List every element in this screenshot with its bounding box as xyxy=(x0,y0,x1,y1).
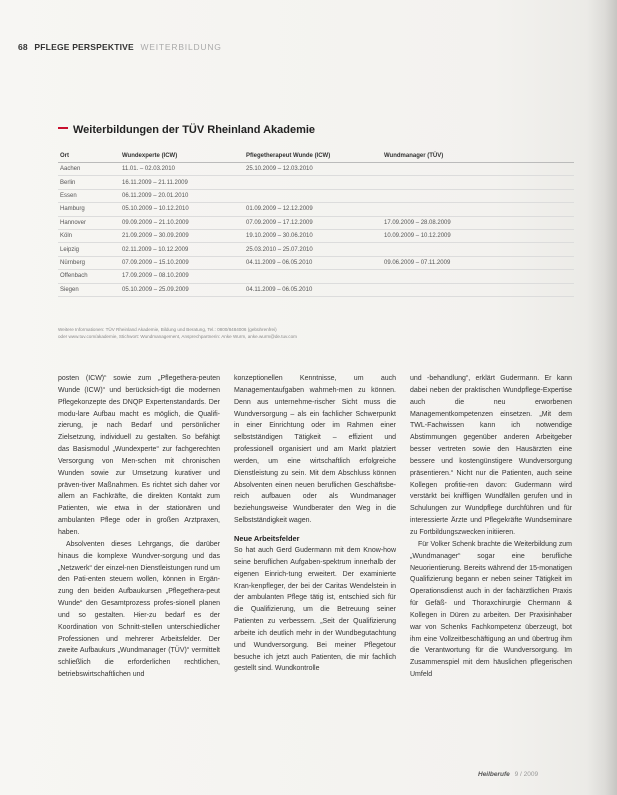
table-cell xyxy=(382,163,574,176)
table-cell: 25.10.2009 – 12.03.2010 xyxy=(244,163,382,176)
table-row xyxy=(58,229,574,242)
section-name: WEITERBILDUNG xyxy=(140,42,222,52)
paragraph: konzeptionellen Kenntnisse, um auch Managementaufgaben wahrneh-men zu können. Denn aus unternehme-rischer Sicht muss die Wundversorgung – als ein fachlicher Schwerpunkt in einer Einrichtung oder im Rahmen einer selbstständigen Tätigkeit – effizient und professionell organisiert und am Markt platziert werden, um eine wirtschaftlich erfolgreiche Dienstleistung zu sein. Mit dem Abschluss können Absolventen einen neuen beruflichen Geschäftsbe-reich aufbauen oder als Wundmanager beziehungsweise Wundberater den Weg in die Selbstständigkeit wagen. xyxy=(234,375,396,525)
text-column-1 xyxy=(58,373,220,773)
column-header: Wundexperte (ICW) xyxy=(120,150,244,163)
table-cell: Essen xyxy=(58,189,120,202)
column-header: Pflegetherapeut Wunde (ICW) xyxy=(244,150,382,163)
paragraph: posten (ICW)“ sowie zum „Pflegethera-peuten Wunde (ICW)“ und berücksich-tigt die modernen Pflegekonzepte des DNQP Expertenstandards. Der modu-lare Aufbau macht es möglich, die Qualifi-zierung, je nach Bedarf und persönlicher Zielsetzung, individuell zu gestalten. So befähigt das Basismodul „Wundexperte“ zur fachgerechten Versorgung von Men-schen mit chronischen Wunden sowie zur Umsetzung kurativer und präven-tiver Maßnahmen. Es richtet sich daher vor allem an Fachkräfte, die direkten Kontakt zum Patienten, wie etwa in der stationären und ambulanten Pflege oder in großen Arztpraxen, haben. xyxy=(58,375,220,536)
table-cell: Hamburg xyxy=(58,203,120,216)
table-cell: 01.09.2009 – 12.12.2009 xyxy=(244,203,382,216)
table-row xyxy=(58,216,574,229)
table-cell: Köln xyxy=(58,229,120,242)
table-cell: 07.09.2009 – 15.10.2009 xyxy=(120,256,244,269)
box-title xyxy=(58,124,315,136)
table-cell: 02.11.2009 – 10.12.2009 xyxy=(120,243,244,256)
table-cell: 05.10.2009 – 10.12.2010 xyxy=(120,203,244,216)
table-cell: 21.09.2009 – 30.09.2009 xyxy=(120,229,244,242)
table-footnote xyxy=(58,327,578,340)
column-header: Wundmanager (TÜV) xyxy=(382,150,574,163)
table-cell: Leipzig xyxy=(58,243,120,256)
table-cell: 25.03.2010 – 25.07.2010 xyxy=(244,243,382,256)
table-row xyxy=(58,270,574,283)
table-cell xyxy=(382,189,574,202)
paragraph: und -behandlung“, erklärt Gudermann. Er kann dabei neben der praktischen Wundpflege-Expertise auch die neu erworbenen Managementkompetenzen einsetzen. „Mit dem TWL-Fachwissen kann ich notwendige Abstimmungen gegenüber anderen Arbeitgeber besser vertreten sowie den Hausärzten eine bessere und kostengünstigere Wundversorgung präsentieren.“ Nicht nur die Patienten, auch seine Kollegen profitie-ren davon: Gudermann wird verstärkt bei kniffligen Wundfällen gerufen und in Schulungen zur Wundpflege durchführen und für interessierte Ärzte und Pflegekräfte Wundseminare zu Fortbildungszwecken initiieren. xyxy=(410,375,572,536)
page-footer xyxy=(478,771,538,778)
table-cell: 09.06.2009 – 07.11.2009 xyxy=(382,256,574,269)
table-cell: Aachen xyxy=(58,163,120,176)
table-cell: Nürnberg xyxy=(58,256,120,269)
page-number: 68 xyxy=(18,42,28,52)
table-cell xyxy=(382,283,574,296)
footer-magazine-name: Heilberufe xyxy=(478,771,510,778)
text-column-2 xyxy=(234,373,396,773)
paragraph: Absolventen dieses Lehrgangs, die darüber hinaus die komplexe Wundver-sorgung und das „Netzwerk“ der einzel-nen Dienstleistungen rund um den Pati-enten steuern wollen, können in Ergän-zung den beiden Aufbaukursen „Pflegethera-peut Wunde“ den Gesamtprozess profes-sionell planen und so gestalten. Hier-zu bedarf es der Koordination von Schnitt-stellen unterschiedlicher Professionen und mehrerer Arbeitsfelder. Der zweite Aufbaukurs „Wundmanager (TÜV)“ vermittelt schließlich die erforderlichen rechtlichen, betriebswirtschaftlichen und xyxy=(58,540,220,679)
article-body xyxy=(58,373,572,773)
footnote-line: Weitere Informationen: TÜV Rheinland Akademie, Bildung und Beratung, Tel.: 0800/8484006 (gebührenfrei) xyxy=(58,327,277,332)
table-cell: 06.11.2009 – 20.01.2010 xyxy=(120,189,244,202)
table-cell: Siegen xyxy=(58,283,120,296)
table-row xyxy=(58,176,574,189)
table-row xyxy=(58,243,574,256)
table-cell xyxy=(382,270,574,283)
table-row xyxy=(58,283,574,296)
footer-issue: 9 / 2009 xyxy=(514,771,539,778)
training-table xyxy=(58,150,574,297)
table-cell xyxy=(244,176,382,189)
table-cell: 11.01. – 02.03.2010 xyxy=(120,163,244,176)
table-cell: 16.11.2009 – 21.11.2009 xyxy=(120,176,244,189)
table-cell: 17.09.2009 – 28.08.2009 xyxy=(382,216,574,229)
table-cell: Offenbach xyxy=(58,270,120,283)
table-cell: 17.09.2009 – 08.10.2009 xyxy=(120,270,244,283)
paragraph: Für Volker Schenk brachte die Weiterbildung zum „Wundmanager“ sogar eine berufliche Neuorientierung. Bereits während der 15-monatigen Qualifizierung begann er neben seiner Tätigkeit im Operationsdienst auch in der fachärztlichen Praxis für Gefäß- und Thoraxchirurgie Chermann & Kollegen in Düren zu arbeiten. Der Praxisinhaber war von Schenks Fachkompetenz überzeugt, bot ihm eine Vollzeitbeschäftigung an und übertrug ihm die Verantwortung für die Wundversorgung. Im Zusammenspiel mit dem häuslichen pflegerischen Umfeld xyxy=(410,540,572,679)
table-row xyxy=(58,256,574,269)
table-cell xyxy=(382,203,574,216)
subheading: Neue Arbeitsfelder xyxy=(234,533,300,543)
table-cell xyxy=(382,176,574,189)
page-edge-shadow xyxy=(587,0,617,795)
table-cell: 19.10.2009 – 30.06.2010 xyxy=(244,229,382,242)
table-cell xyxy=(382,243,574,256)
table-cell: 04.11.2009 – 06.05.2010 xyxy=(244,283,382,296)
table-row xyxy=(58,189,574,202)
table-cell: Berlin xyxy=(58,176,120,189)
table-row xyxy=(58,163,574,176)
table-cell: 04.11.2009 – 06.05.2010 xyxy=(244,256,382,269)
paragraph: So hat auch Gerd Gudermann mit dem Know-how seine beruflichen Aufgaben-spektrum innerhalb der eigenen Einrich-tung erweitert. Der examinierte Kran-kenpfleger, der bei der Caritas Wendelstein in der ambulanten Pflege tätig ist, entschied sich für die Qualifizierung, um die Betreuung seiner Patienten zu verbessern. „Seit der Qualifizierung arbeite ich deutlich mehr in der Wundbegutachtung und Wundversorgung. Bei meiner Pflegetour besuche ich jetzt auch Patienten, die mir fachlich gestellt sind. Wundkontrolle xyxy=(234,546,396,673)
table-header-row xyxy=(58,150,574,163)
footnote-line: oder www.tuv.com/akademie, Stichwort: Wundmanagement, Ansprechpartnerin: Anke Wurm, anke.wurm@de.tuv.com xyxy=(58,333,297,339)
table-cell: Hannover xyxy=(58,216,120,229)
table-cell: 09.09.2009 – 21.10.2009 xyxy=(120,216,244,229)
table-cell xyxy=(244,270,382,283)
table-cell: 07.09.2009 – 17.12.2009 xyxy=(244,216,382,229)
box-title-text: Weiterbildungen der TÜV Rheinland Akademie xyxy=(73,124,316,136)
column-header: Ort xyxy=(58,150,120,163)
table-cell: 05.10.2009 – 25.09.2009 xyxy=(120,283,244,296)
table-cell xyxy=(244,189,382,202)
table-cell: 10.09.2009 – 10.12.2009 xyxy=(382,229,574,242)
magazine-name: PFLEGE PERSPEKTIVE xyxy=(34,42,134,52)
table-row xyxy=(58,203,574,216)
text-column-3 xyxy=(410,373,572,773)
title-accent-dash xyxy=(58,127,68,130)
running-header xyxy=(18,42,222,52)
